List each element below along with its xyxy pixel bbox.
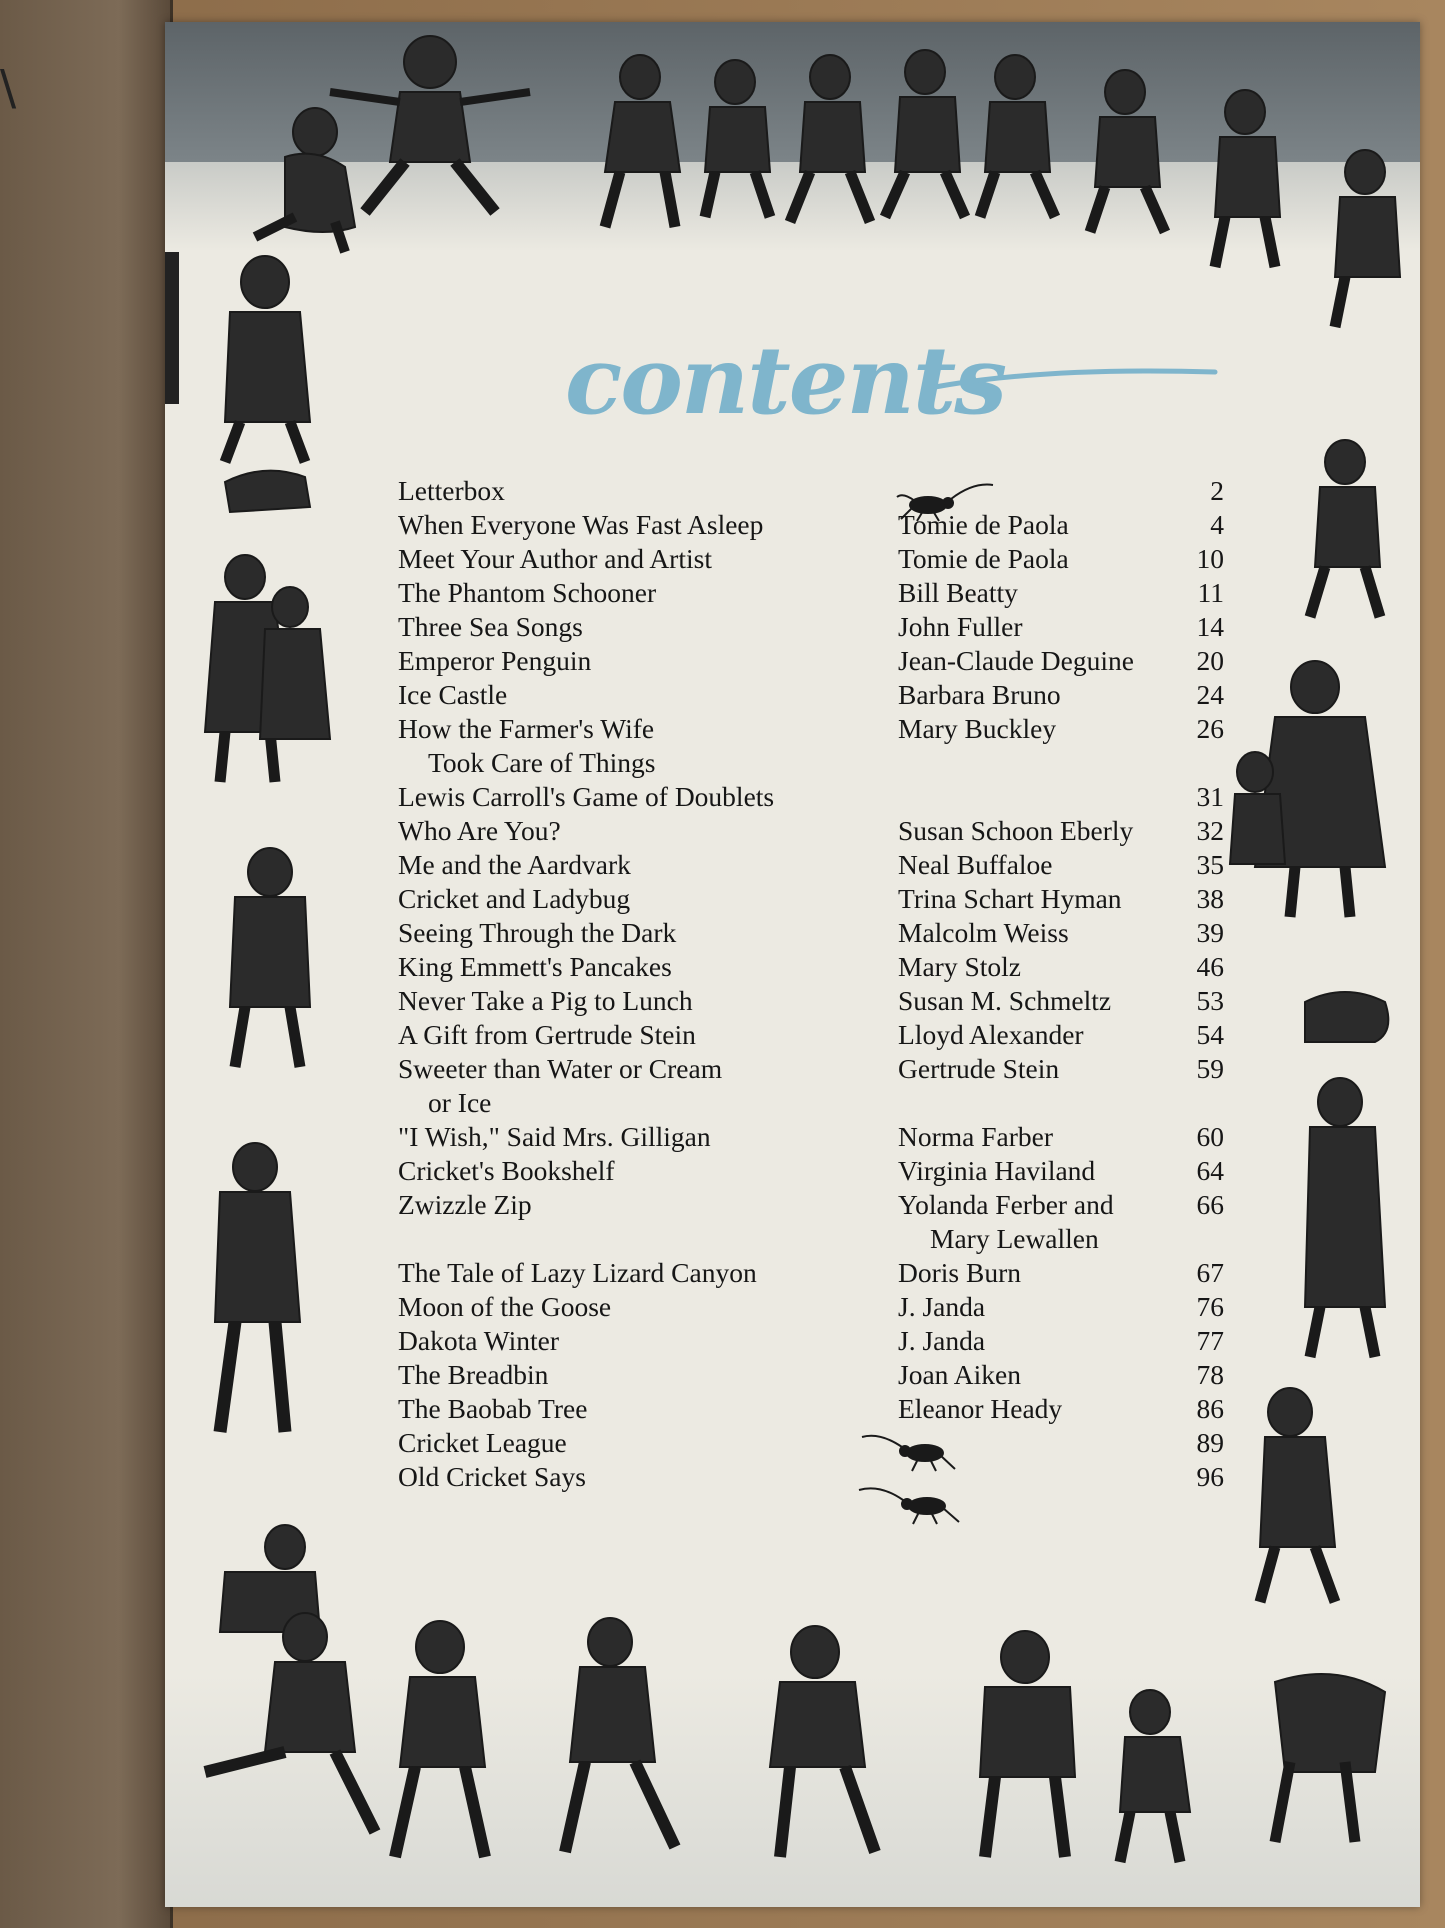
- toc-author: J. Janda: [898, 1325, 986, 1356]
- title-swash: [925, 362, 1225, 402]
- toc-entry-continuation: [398, 1086, 1228, 1120]
- skater-figure: [1275, 1674, 1385, 1842]
- toc-page: 60: [1196, 1121, 1224, 1152]
- toc-page: 10: [1196, 543, 1224, 574]
- toc-page: 31: [1196, 781, 1224, 812]
- toc-page: 35: [1196, 849, 1224, 880]
- left-cover: [0, 0, 173, 1928]
- toc-author: Susan Schoon Eberly: [898, 815, 1134, 846]
- toc-title: A Gift from Gertrude Stein: [398, 1019, 696, 1050]
- toc-author: Tomie de Paola: [898, 543, 1069, 574]
- toc-title: Never Take a Pig to Lunch: [398, 985, 693, 1016]
- toc-entry-continuation: [398, 746, 1228, 780]
- toc-title: Ice Castle: [398, 679, 508, 710]
- toc-entry[interactable]: [398, 1358, 1228, 1392]
- toc-page: 2: [1210, 475, 1224, 506]
- toc-page: 64: [1196, 1155, 1224, 1186]
- skater-figure: [980, 1631, 1075, 1857]
- skater-figure: [770, 1626, 875, 1857]
- toc-author: Lloyd Alexander: [898, 1019, 1084, 1050]
- toc-entry[interactable]: [398, 848, 1228, 882]
- toc-page: 20: [1196, 645, 1224, 676]
- toc-entry[interactable]: [398, 712, 1228, 746]
- toc-author: Jean-Claude Deguine: [898, 645, 1134, 676]
- skater-figure: [1305, 1078, 1385, 1357]
- toc-entry-continuation: [398, 1222, 1228, 1256]
- toc-page: 86: [1196, 1393, 1224, 1424]
- toc-page: 4: [1210, 509, 1224, 540]
- toc-author: Mary Buckley: [898, 713, 1057, 744]
- toc-author: Bill Beatty: [898, 577, 1018, 608]
- toc-title: King Emmett's Pancakes: [398, 951, 672, 982]
- toc-entry[interactable]: [398, 610, 1228, 644]
- toc-entry[interactable]: [398, 678, 1228, 712]
- toc-title: Emperor Penguin: [398, 645, 592, 676]
- toc-title: Moon of the Goose: [398, 1291, 612, 1322]
- toc-author: Barbara Bruno: [898, 679, 1061, 710]
- toc-page: 32: [1196, 815, 1224, 846]
- skater-figure: [395, 1621, 485, 1857]
- toc-entry[interactable]: [398, 1460, 1228, 1494]
- toc-title: The Baobab Tree: [398, 1393, 588, 1424]
- toc-title: The Phantom Schooner: [398, 577, 657, 608]
- toc-page: 89: [1196, 1427, 1224, 1458]
- toc-author: Tomie de Paola: [898, 509, 1069, 540]
- toc-title: Old Cricket Says: [398, 1461, 586, 1492]
- skater-figure: [225, 256, 310, 462]
- toc-entry[interactable]: [398, 1392, 1228, 1426]
- toc-title-line2: or Ice: [428, 1087, 492, 1118]
- skater-figure: [705, 60, 770, 217]
- toc-title: "I Wish," Said Mrs. Gilligan: [398, 1121, 711, 1152]
- skater-figure: [565, 1618, 675, 1852]
- contents-page: [165, 22, 1420, 1907]
- skater-figure: [1310, 440, 1380, 617]
- toc-author: Mary Stolz: [898, 951, 1021, 982]
- toc-page: 11: [1197, 577, 1224, 608]
- toc-entry[interactable]: [398, 1120, 1228, 1154]
- skater-figure: [605, 55, 680, 227]
- toc-title: Sweeter than Water or Cream: [398, 1053, 723, 1084]
- toc-page: 53: [1196, 985, 1224, 1016]
- toc-author: Susan M. Schmeltz: [898, 985, 1112, 1016]
- toc-title: Cricket and Ladybug: [398, 883, 631, 914]
- toc-entry[interactable]: [398, 1256, 1228, 1290]
- toc-author: Joan Aiken: [898, 1359, 1021, 1390]
- toc-author: John Fuller: [898, 611, 1023, 642]
- toc-title: Dakota Winter: [398, 1325, 560, 1356]
- toc-title: How the Farmer's Wife: [398, 713, 655, 744]
- skater-figure: [1215, 90, 1280, 267]
- toc-entry[interactable]: [398, 1154, 1228, 1188]
- toc-entry[interactable]: [398, 474, 1228, 508]
- toc-entry[interactable]: [398, 984, 1228, 1018]
- toc-author: Neal Buffaloe: [898, 849, 1053, 880]
- skater-figure: [1120, 1690, 1190, 1862]
- toc-title: Zwizzle Zip: [398, 1189, 532, 1220]
- skater-figure: [885, 50, 965, 217]
- toc-entry[interactable]: [398, 814, 1228, 848]
- toc-page: 39: [1196, 917, 1224, 948]
- toc-entry[interactable]: [398, 950, 1228, 984]
- toc-author: Doris Burn: [898, 1257, 1021, 1288]
- toc-entry[interactable]: [398, 1188, 1228, 1222]
- toc-author: J. Janda: [898, 1291, 986, 1322]
- toc-page: 76: [1196, 1291, 1224, 1322]
- toc-title: Three Sea Songs: [398, 611, 583, 642]
- toc-page: 59: [1196, 1053, 1224, 1084]
- toc-page: 54: [1196, 1019, 1224, 1050]
- toc-title: The Breadbin: [398, 1359, 549, 1390]
- skater-figure: [1260, 1388, 1335, 1602]
- toc-title: Cricket League: [398, 1427, 567, 1458]
- toc-page: 46: [1196, 951, 1224, 982]
- toc-page: 66: [1196, 1189, 1224, 1220]
- toc-entry[interactable]: [398, 1426, 1228, 1460]
- toc-entry[interactable]: [398, 1052, 1228, 1086]
- toc-author-line2: Mary Lewallen: [930, 1223, 1099, 1254]
- skater-figure: [255, 108, 355, 252]
- toc-author: Gertrude Stein: [898, 1053, 1060, 1084]
- toc-title: Lewis Carroll's Game of Doublets: [398, 781, 775, 812]
- toc-title: Meet Your Author and Artist: [398, 543, 712, 574]
- skater-figure: [230, 848, 310, 1067]
- toc-entry[interactable]: [398, 576, 1228, 610]
- toc-entry[interactable]: [398, 882, 1228, 916]
- toc-page: 67: [1196, 1257, 1224, 1288]
- toc-entry[interactable]: [398, 780, 1228, 814]
- toc-author: Malcolm Weiss: [898, 917, 1069, 948]
- toc-page: 38: [1196, 883, 1224, 914]
- table-of-contents: [398, 474, 1228, 1494]
- dog-figure: [1305, 992, 1388, 1042]
- toc-title: Me and the Aardvark: [398, 849, 631, 880]
- toc-author: Virginia Haviland: [898, 1155, 1096, 1186]
- toc-title-line2: Took Care of Things: [428, 747, 656, 778]
- skater-figure: [215, 1143, 300, 1432]
- toc-entry[interactable]: [398, 508, 1228, 542]
- toc-entry[interactable]: [398, 1018, 1228, 1052]
- toc-title: Seeing Through the Dark: [398, 917, 677, 948]
- skater-figure: [1090, 70, 1165, 232]
- toc-title: Letterbox: [398, 475, 505, 506]
- toc-page: 26: [1196, 713, 1224, 744]
- toc-entry[interactable]: [398, 644, 1228, 678]
- toc-title: Cricket's Bookshelf: [398, 1155, 615, 1186]
- toc-entry[interactable]: [398, 1324, 1228, 1358]
- toc-page: 24: [1196, 679, 1224, 710]
- skater-figure: [1335, 150, 1400, 327]
- toc-entry[interactable]: [398, 1290, 1228, 1324]
- toc-entry[interactable]: [398, 916, 1228, 950]
- toc-entry[interactable]: [398, 542, 1228, 576]
- toc-author: Norma Farber: [898, 1121, 1054, 1152]
- skater-figure: [790, 55, 870, 222]
- toc-page: 78: [1196, 1359, 1224, 1390]
- page-title: contents: [565, 326, 1006, 436]
- toc-title: Who Are You?: [398, 815, 561, 846]
- cover-pen-mark: \: [0, 60, 17, 116]
- skater-figure: [1255, 661, 1385, 917]
- toc-author: Yolanda Ferber and: [898, 1189, 1114, 1220]
- dog-figure: [225, 471, 310, 512]
- skater-figure: [205, 1613, 375, 1832]
- toc-title: The Tale of Lazy Lizard Canyon: [398, 1257, 757, 1288]
- toc-page: 77: [1196, 1325, 1224, 1356]
- toc-page: 14: [1196, 611, 1224, 642]
- skater-figure: [980, 55, 1055, 217]
- toc-author: Trina Schart Hyman: [898, 883, 1122, 914]
- toc-title: When Everyone Was Fast Asleep: [398, 509, 764, 540]
- toc-author: Eleanor Heady: [898, 1393, 1063, 1424]
- skater-figure: [330, 36, 530, 212]
- toc-page: 96: [1196, 1461, 1224, 1492]
